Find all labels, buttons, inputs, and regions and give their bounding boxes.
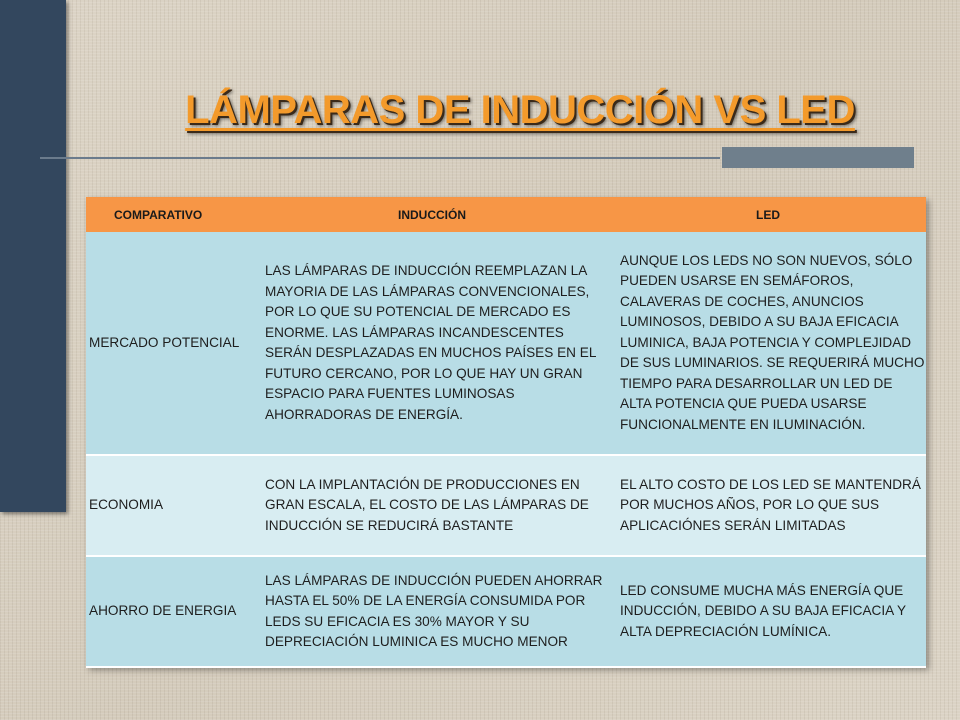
header-comparativo: COMPARATIVO	[86, 197, 262, 232]
title-divider	[40, 157, 720, 159]
table-row	[86, 455, 926, 556]
comparison-table-container	[86, 197, 926, 667]
row-induccion-cell: CON LA IMPLANTACIÓN DE PRODUCCIONES EN GRAN ESCALA, EL COSTO DE LAS LÁMPARAS DE INDUCCIÓN SE REDUCIRÁ BASTANTE	[262, 455, 618, 556]
comparison-table	[86, 197, 926, 668]
side-accent-bar	[0, 0, 66, 512]
table-header-row	[86, 197, 926, 232]
header-led: LED	[618, 197, 926, 232]
title-accent-block	[722, 147, 914, 168]
row-criterion: AHORRO DE ENERGIA	[86, 556, 262, 667]
header-induccion: INDUCCIÓN	[262, 197, 618, 232]
row-led-cell: LED CONSUME MUCHA MÁS ENERGÍA QUE INDUCCIÓN, DEBIDO A SU BAJA EFICACIA Y ALTA DEPRECIACIÓN LUMÍNICA.	[618, 556, 926, 667]
table-row	[86, 556, 926, 667]
row-led-cell: AUNQUE LOS LEDS NO SON NUEVOS, SÓLO PUEDEN USARSE EN SEMÁFOROS, CALAVERAS DE COCHES, ANUNCIOS LUMINOSOS, DEBIDO A SU BAJA EFICACIA LUMINICA, BAJA POTENCIA Y COMPLEJIDAD DE SUS LUMINARIOS. SE REQUERIRÁ MUCHO TIEMPO PARA DESARROLLAR UN LED DE ALTA POTENCIA QUE PUEDA USARSE FUNCIONALMENTE EN ILUMINACIÓN.	[618, 232, 926, 455]
row-led-cell: EL ALTO COSTO DE LOS LED SE MANTENDRÁ POR MUCHOS AÑOS, POR LO QUE SUS APLICACIÓNES SERÁN LIMITADAS	[618, 455, 926, 556]
table-row	[86, 232, 926, 455]
row-induccion-cell: LAS LÁMPARAS DE INDUCCIÓN PUEDEN AHORRAR HASTA EL 50% DE LA ENERGÍA CONSUMIDA POR LEDS SU EFICACIA ES 30% MAYOR Y SU DEPRECIACIÓN LUMINICA ES MUCHO MENOR	[262, 556, 618, 667]
row-criterion: ECONOMIA	[86, 455, 262, 556]
slide-title: LÁMPARAS DE INDUCCIÓN VS LED	[185, 88, 855, 132]
row-criterion: MERCADO POTENCIAL	[86, 232, 262, 455]
row-induccion-cell: LAS LÁMPARAS DE INDUCCIÓN REEMPLAZAN LA MAYORIA DE LAS LÁMPARAS CONVENCIONALES, POR LO QUE SU POTENCIAL DE MERCADO ES ENORME. LAS LÁMPARAS INCANDESCENTES SERÁN DESPLAZADAS EN MUCHOS PAÍSES EN EL FUTURO CERCANO, POR LO QUE HAY UN GRAN ESPACIO PARA FUENTES LUMINOSAS AHORRADORAS DE ENERGÍA.	[262, 232, 618, 455]
